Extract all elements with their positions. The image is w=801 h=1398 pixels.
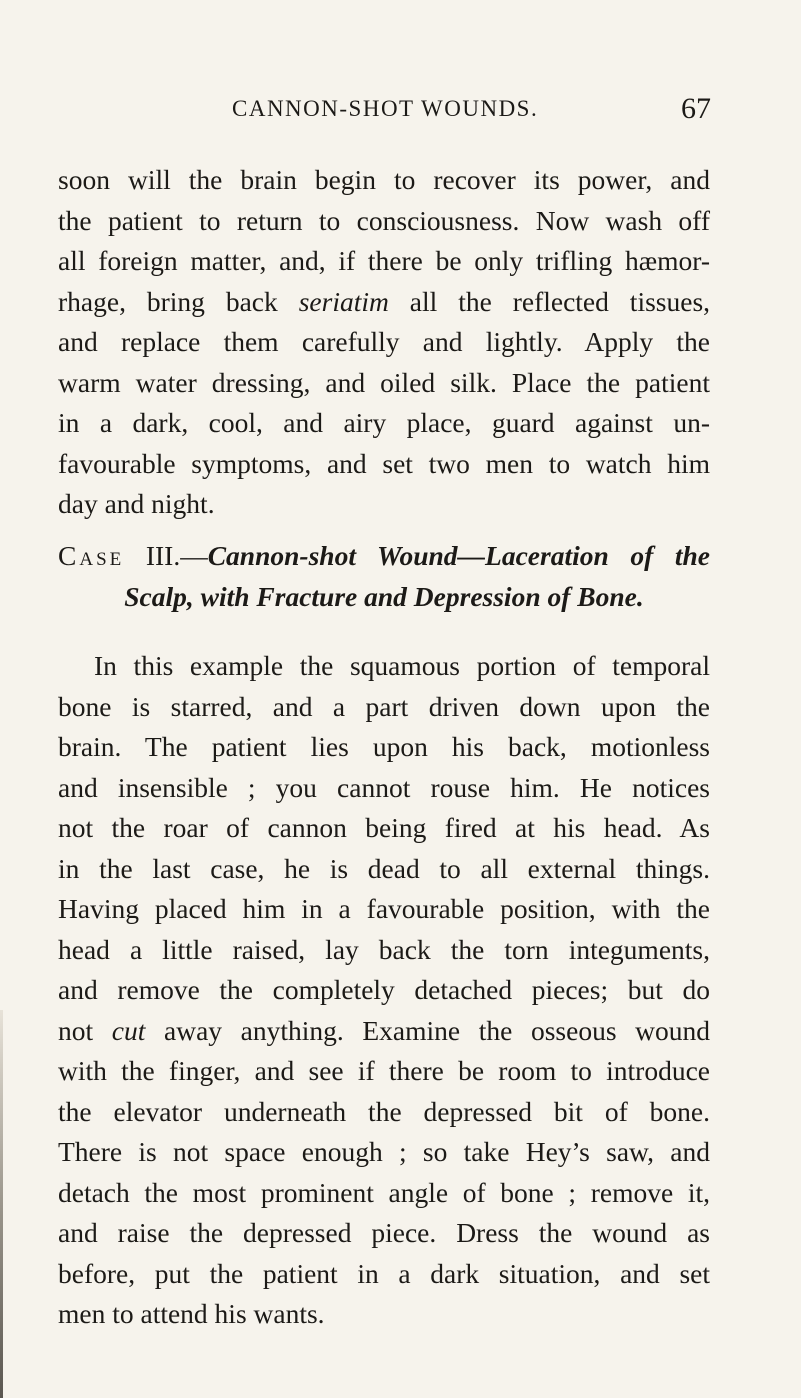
text-line: brain. The patient lies upon his back, motionless: [58, 731, 710, 762]
text-line: head a little raised, lay back the torn integuments,: [58, 933, 710, 965]
italic-term: seriatim: [298, 285, 389, 317]
page-edge-shadow: [0, 1010, 3, 1398]
case-number: III.—: [145, 540, 208, 571]
italic-term: cut: [111, 1014, 146, 1046]
paragraph-case-description: [58, 646, 710, 1335]
text-line: not the roar of cannon being fired at his head. As: [58, 812, 710, 843]
case-title-continued: Scalp, with Fracture and Depression of Bone.: [124, 580, 644, 612]
case-heading-line: [58, 536, 710, 577]
text-run: all the reflected tissues,: [409, 285, 711, 317]
text-line: in a dark, cool, and airy place, guard against un-: [58, 407, 710, 438]
text-line: detach the most prominent angle of bone ; remove it,: [58, 1176, 710, 1208]
text-line: all foreign matter, and, if there be only trifling hæmor-: [58, 245, 710, 276]
text-line: and remove the completely detached pieces; but do: [58, 974, 710, 1005]
text-line: in the last case, he is dead to all external things.: [58, 852, 710, 884]
text-line: and insensible ; you cannot rouse him. He notices: [58, 771, 710, 803]
running-title: CANNON-SHOT WOUNDS.: [232, 96, 539, 121]
text-line: warm water dressing, and oiled silk. Place the patient: [58, 366, 710, 398]
text-line: favourable symptoms, and set two men to watch him: [58, 447, 710, 479]
text-line: men to attend his wants.: [58, 1298, 325, 1329]
case-title: Cannon-shot Wound—Laceration of the: [207, 540, 711, 571]
text-line: There is not space enough ; so take Hey’s saw, and: [58, 1136, 710, 1167]
text-line: soon will the brain begin to recover its power, and: [58, 164, 710, 195]
running-head: [232, 92, 711, 132]
text-line: and replace them carefully and lightly. Apply the: [58, 326, 710, 357]
text-line: and raise the depressed piece. Dress the wound as: [58, 1217, 710, 1248]
paragraph-continued: [58, 160, 710, 525]
text-line: before, put the patient in a dark situation, and set: [58, 1257, 710, 1289]
text-line: In this example the squamous portion of temporal: [94, 650, 710, 681]
text-line: day and night.: [58, 488, 215, 519]
text-run: away anything. Examine the osseous wound: [164, 1014, 711, 1046]
case-heading: [58, 536, 710, 617]
text-line: Having placed him in a favourable position, with the: [58, 893, 710, 924]
text-line: with the finger, and see if there be room to introduce: [58, 1055, 710, 1086]
case-heading-line: [58, 577, 710, 618]
text-run: not: [58, 1014, 94, 1046]
text-run: rhage, bring back: [58, 285, 278, 317]
case-label: Case: [58, 540, 125, 571]
text-line: [58, 282, 710, 323]
page-number: 67: [681, 92, 711, 125]
text-line: bone is starred, and a part driven down upon the: [58, 690, 710, 722]
text-line: [58, 1011, 710, 1052]
text-line: the elevator underneath the depressed bit of bone.: [58, 1095, 710, 1127]
text-line: the patient to return to consciousness. Now wash off: [58, 204, 710, 236]
